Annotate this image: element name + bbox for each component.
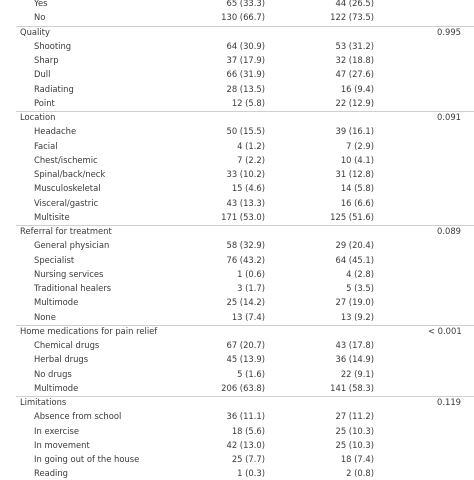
row-label: No — [34, 12, 46, 23]
group-2-value: 27 (11.2) — [335, 411, 374, 422]
table-row — [0, 453, 474, 466]
group-1-value: 171 (53.0) — [221, 211, 265, 222]
group-1-value: 64 (30.9) — [226, 40, 265, 51]
table-row — [0, 268, 474, 281]
row-label: Facial — [34, 140, 58, 151]
group-1-value: 50 (15.5) — [226, 126, 265, 137]
table-row — [0, 382, 474, 395]
group-2-value: 13 (9.2) — [340, 311, 374, 322]
group-1-value: 36 (11.1) — [226, 411, 265, 422]
table-row — [0, 410, 474, 423]
section-label: Quality — [20, 26, 50, 37]
p-value: 0.995 — [437, 26, 461, 37]
group-2-value: 43 (17.8) — [335, 340, 374, 350]
group-1-value: 25 (7.7) — [231, 454, 265, 464]
row-label: Absence from school — [34, 411, 122, 422]
row-label: Multisite — [34, 211, 70, 222]
table-row — [0, 311, 474, 324]
group-1-value: 206 (63.8) — [221, 382, 265, 393]
section-header-row — [0, 396, 474, 409]
group-1-value: 25 (14.2) — [226, 297, 265, 308]
row-label: Chest/ischemic — [34, 154, 98, 165]
group-2-value: 22 (12.9) — [335, 97, 374, 108]
row-label: General physician — [34, 240, 110, 251]
section-label: Home medications for pain relief — [20, 325, 158, 336]
table-row — [0, 83, 474, 96]
row-label: Reading — [34, 468, 68, 479]
row-label: Multimode — [34, 382, 79, 393]
table-row — [0, 239, 474, 252]
group-2-value: 16 (6.6) — [340, 197, 374, 208]
row-label: Radiating — [34, 83, 74, 94]
row-label: Point — [34, 97, 55, 108]
group-2-value: 39 (16.1) — [335, 126, 374, 137]
table-row — [0, 439, 474, 452]
table-row — [0, 154, 474, 167]
group-1-value: 28 (13.5) — [226, 83, 265, 94]
group-1-value: 66 (31.9) — [226, 69, 265, 80]
row-label: Nursing services — [34, 268, 104, 279]
table-row — [0, 425, 474, 438]
group-2-value: 27 (19.0) — [335, 297, 374, 308]
group-1-value: 5 (1.6) — [237, 368, 265, 379]
group-1-value: 1 (0.6) — [237, 268, 265, 279]
group-2-value: 64 (45.1) — [335, 254, 374, 265]
row-label: Sharp — [34, 55, 59, 65]
group-2-value: 32 (18.8) — [335, 55, 374, 65]
row-label: Visceral/gastric — [34, 197, 99, 208]
group-2-value: 14 (5.8) — [340, 183, 374, 194]
group-2-value: 4 (2.8) — [346, 268, 374, 279]
table-row — [0, 0, 474, 10]
group-1-value: 13 (7.4) — [231, 311, 265, 322]
group-2-value: 122 (73.5) — [330, 12, 374, 23]
p-value: 0.089 — [437, 226, 461, 236]
group-2-value: 22 (9.1) — [340, 368, 374, 379]
p-value: < 0.001 — [428, 325, 462, 336]
table-row — [0, 68, 474, 81]
p-value: 0.119 — [437, 397, 461, 407]
group-2-value: 16 (9.4) — [340, 83, 374, 94]
group-1-value: 130 (66.7) — [221, 12, 265, 23]
row-label: Chemical drugs — [34, 340, 100, 350]
table-row — [0, 282, 474, 295]
group-1-value: 37 (17.9) — [226, 55, 265, 65]
row-label: Traditional healers — [34, 283, 112, 293]
table-row — [0, 182, 474, 195]
row-label: Multimode — [34, 297, 79, 308]
table-row — [0, 125, 474, 138]
group-1-value: 67 (20.7) — [226, 340, 265, 350]
section-label: Referral for treatment — [20, 226, 112, 236]
group-2-value: 53 (31.2) — [335, 40, 374, 51]
group-1-value: 43 (13.3) — [226, 197, 265, 208]
row-label: No drugs — [34, 368, 72, 379]
row-label: None — [34, 311, 56, 322]
row-label: In exercise — [34, 425, 80, 436]
group-2-value: 47 (27.6) — [335, 69, 374, 80]
row-label: In movement — [34, 439, 90, 450]
section-label: Location — [20, 112, 56, 122]
group-2-value: 44 (26.5) — [335, 0, 374, 8]
group-2-value: 10 (4.1) — [340, 154, 374, 165]
group-1-value: 12 (5.8) — [231, 97, 265, 108]
row-label: Shooting — [34, 40, 72, 51]
table-row — [0, 296, 474, 309]
section-header-row — [0, 111, 474, 124]
table-row — [0, 97, 474, 110]
group-2-value: 141 (58.3) — [330, 382, 374, 393]
table-row — [0, 140, 474, 153]
group-2-value: 5 (3.5) — [346, 283, 374, 293]
row-label: Spinal/back/neck — [34, 169, 106, 179]
group-2-value: 31 (12.8) — [335, 169, 374, 179]
table-row — [0, 197, 474, 210]
group-2-value: 25 (10.3) — [335, 439, 374, 450]
table-row — [0, 353, 474, 366]
group-1-value: 65 (33.3) — [226, 0, 265, 8]
section-header-row — [0, 325, 474, 338]
section-label: Limitations — [20, 397, 67, 407]
group-2-value: 18 (7.4) — [340, 454, 374, 464]
row-label: In going out of the house — [34, 454, 140, 464]
group-1-value: 45 (13.9) — [226, 354, 265, 365]
group-1-value: 18 (5.6) — [231, 425, 265, 436]
group-1-value: 3 (1.7) — [237, 283, 265, 293]
section-header-row — [0, 26, 474, 39]
group-1-value: 58 (32.9) — [226, 240, 265, 251]
group-1-value: 42 (13.0) — [226, 439, 265, 450]
group-2-value: 29 (20.4) — [335, 240, 374, 251]
table-row — [0, 11, 474, 24]
group-1-value: 15 (4.6) — [231, 183, 265, 194]
group-2-value: 125 (51.6) — [330, 211, 374, 222]
group-1-value: 33 (10.2) — [226, 169, 265, 179]
p-value: 0.091 — [437, 112, 461, 122]
row-label: Specialist — [34, 254, 75, 265]
group-2-value: 25 (10.3) — [335, 425, 374, 436]
table-row — [0, 339, 474, 352]
group-1-value: 1 (0.3) — [237, 468, 265, 479]
table-row — [0, 54, 474, 67]
table-row — [0, 168, 474, 181]
row-label: Headache — [34, 126, 77, 137]
group-1-value: 4 (1.2) — [237, 140, 265, 151]
table-row — [0, 368, 474, 381]
group-1-value: 76 (43.2) — [226, 254, 265, 265]
table-row — [0, 40, 474, 53]
table-row — [0, 254, 474, 267]
row-label: Dull — [34, 69, 51, 80]
table-row — [0, 211, 474, 224]
row-label: Herbal drugs — [34, 354, 89, 365]
section-header-row — [0, 225, 474, 238]
group-2-value: 2 (0.8) — [346, 468, 374, 479]
group-1-value: 7 (2.2) — [237, 154, 265, 165]
row-label: Musculoskeletal — [34, 183, 101, 194]
group-2-value: 7 (2.9) — [346, 140, 374, 151]
row-label: Yes — [34, 0, 48, 8]
group-2-value: 36 (14.9) — [335, 354, 374, 365]
